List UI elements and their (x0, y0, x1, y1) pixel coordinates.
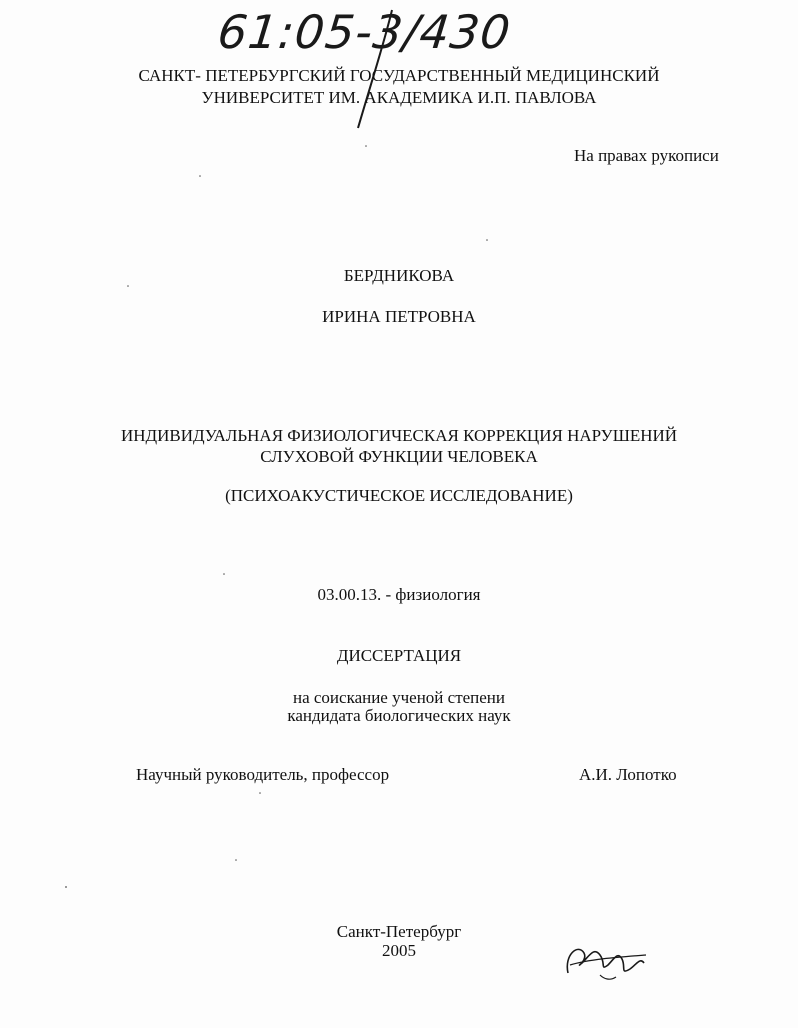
supervisor-name: А.И. Лопотко (579, 765, 677, 784)
handwritten-catalog-number: 61:05-3/430 (215, 5, 514, 59)
handwritten-signature (560, 935, 650, 985)
city: Санкт-Петербург (336, 922, 462, 941)
author-surname: БЕРДНИКОВА (343, 266, 455, 285)
thesis-subtitle: (ПСИХОАКУСТИЧЕСКОЕ ИССЛЕДОВАНИЕ) (225, 486, 573, 505)
institution-line-1: САНКТ- ПЕТЕРБУРГСКИЙ ГОСУДАРСТВЕННЫЙ МЕДИЦИНСКИЙ (138, 66, 660, 85)
year: 2005 (382, 941, 416, 960)
thesis-title-line-2: СЛУХОВОЙ ФУНКЦИИ ЧЕЛОВЕКА (260, 447, 538, 466)
degree-line-2: кандидата биологических наук (287, 706, 511, 725)
thesis-title-line-1: ИНДИВИДУАЛЬНАЯ ФИЗИОЛОГИЧЕСКАЯ КОРРЕКЦИЯ НАРУШЕНИЙ (120, 426, 678, 445)
specialty-code: 03.00.13. - физиология (317, 585, 481, 604)
manuscript-rights-note: На правах рукописи (574, 146, 719, 165)
supervisor-label: Научный руководитель, профессор (136, 765, 390, 784)
author-given-names: ИРИНА ПЕТРОВНА (322, 307, 476, 326)
institution-line-2: УНИВЕРСИТЕТ ИМ. АКАДЕМИКА И.П. ПАВЛОВА (201, 88, 597, 107)
document-type: ДИССЕРТАЦИЯ (336, 646, 462, 665)
degree-line-1: на соискание ученой степени (292, 688, 506, 707)
